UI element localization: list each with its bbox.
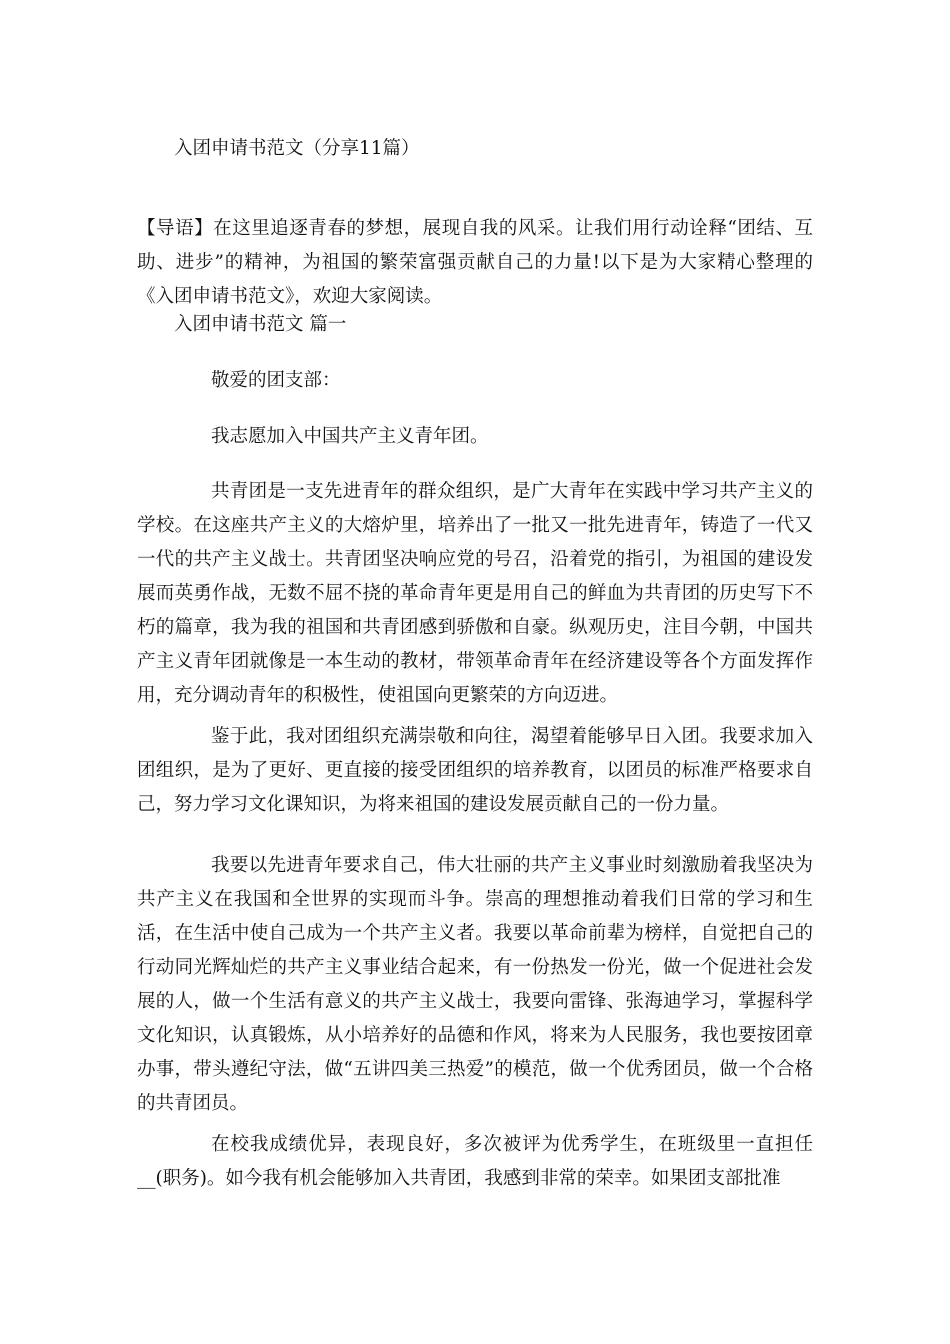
opening-line: 我志愿加入中国共产主义青年团。: [211, 426, 489, 447]
intro-paragraph: 【导语】在这里追逐青春的梦想，展现自我的风采。让我们用行动诠释“团结、互助、进步”的精神，为祖国的繁荣富强贡献自己的力量!以下是为大家精心整理的《入团申请书范文》，欢迎大家阅读。: [137, 218, 813, 307]
section-heading: 入团申请书范文 篇一: [174, 314, 347, 335]
body-paragraph-4: 在校我成绩优异，表现良好，多次被评为优秀学生，在班级里一直担任__(职务)。如今我有机会能够加入共青团，我感到非常的荣幸。如果团支部批准: [137, 1134, 813, 1189]
body-paragraph-1: 共青团是一支先进青年的群众组织，是广大青年在实践中学习共产主义的学校。在这座共产主义的大熔炉里，培养出了一批又一批先进青年，铸造了一代又一代的共产主义战士。共青团坚决响应党的号召，沿着党的指引，为祖国的建设发展而英勇作战，无数不屈不挠的革命青年更是用自己的鲜血为共青团的历史写下不朽的篇章，我为我的祖国和共青团感到骄傲和自豪。纵观历史，注目今朝，中国共产主义青年团就像是一本生动的教材，带领革命青年在经济建设等各个方面发挥作用，充分调动青年的积极性，使祖国向更繁荣的方向迈进。: [137, 481, 813, 706]
body-paragraph-2: 鉴于此，我对团组织充满崇敬和向往，渴望着能够早日入团。我要求加入团组织，是为了更好、更直接的接受团组织的培养教育，以团员的标准严格要求自己，努力学习文化课知识，为将来祖国的建设发展贡献自己的一份力量。: [137, 726, 813, 815]
document-title: 入团申请书范文（分享11篇）: [174, 138, 420, 159]
body-paragraph-3: 我要以先进青年要求自己，伟大壮丽的共产主义事业时刻激励着我坚决为共产主义在我国和全世界的实现而斗争。崇高的理想推动着我们日常的学习和生活，在生活中使自己成为一个共产主义者。我要以革命前辈为榜样，自觉把自己的行动同光辉灿烂的共产主义事业结合起来，有一份热发一份光，做一个促进社会发展的人，做一个生活有意义的共产主义战士，我要向雷锋、张海迪学习，掌握科学文化知识，认真锻炼，从小培养好的品德和作风，将来为人民服务，我也要按团章办事，带头遵纪守法，做“五讲四美三热爱”的模范，做一个优秀团员，做一个合格的共青团员。: [137, 855, 813, 1114]
salutation: 敬爱的团支部：: [211, 370, 341, 391]
